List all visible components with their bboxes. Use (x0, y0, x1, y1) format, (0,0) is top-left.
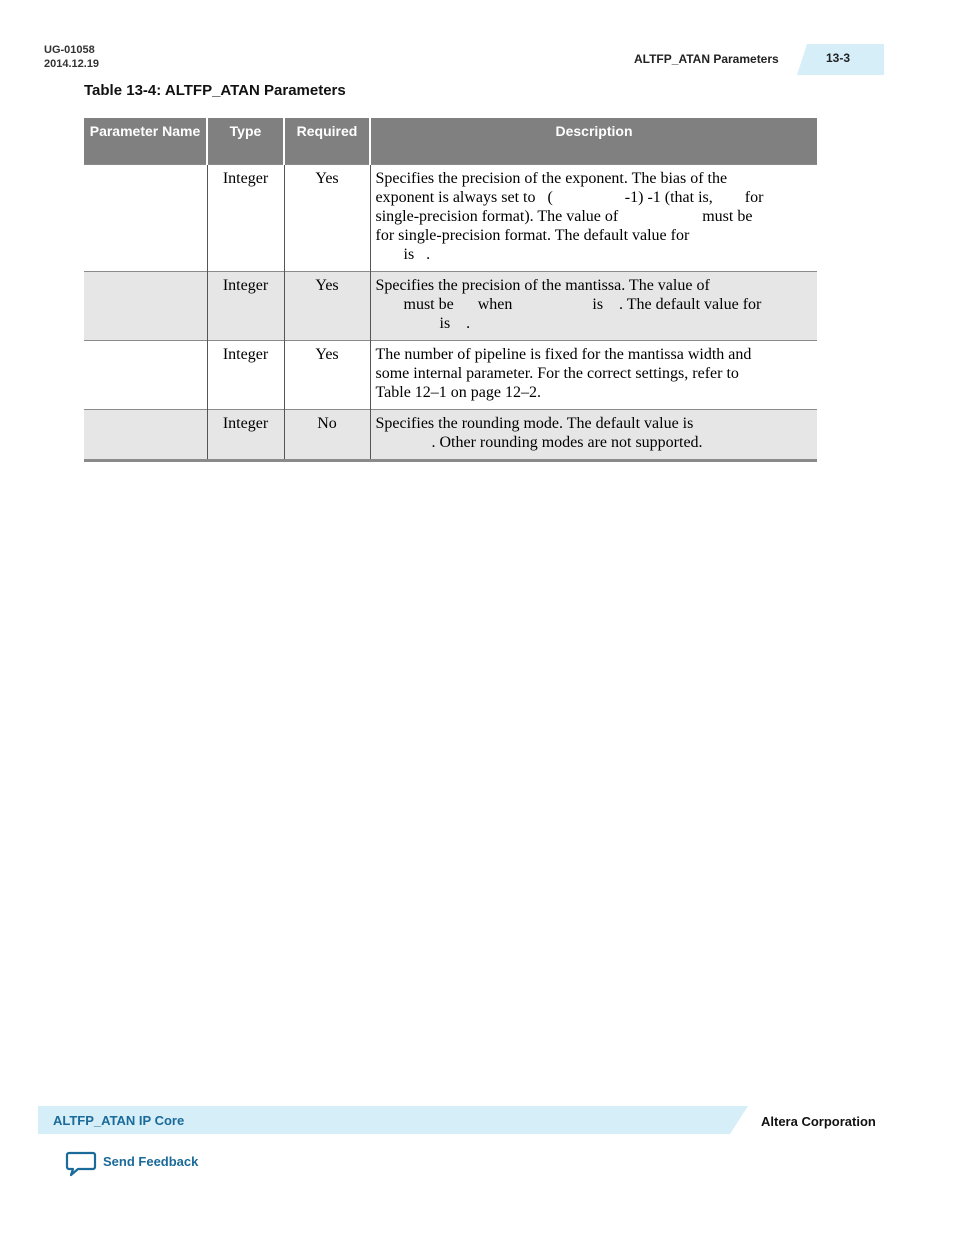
column-header-parameter-name: Parameter Name (84, 118, 207, 165)
page-number: 13-3 (826, 51, 851, 65)
footer-product-link[interactable]: ALTFP_ATAN IP Core (53, 1113, 185, 1128)
type-cell: Integer (207, 410, 284, 461)
parameter-name-cell (84, 410, 207, 461)
description-cell (370, 410, 817, 461)
type-cell: Integer (207, 272, 284, 341)
speech-bubble-icon[interactable] (65, 1150, 97, 1178)
description-line: single-precision format). The value of must be (375, 208, 753, 225)
description-line: Specifies the precision of the exponent. The bias of the (375, 170, 728, 187)
description-line: for single-precision format. The default value for (375, 227, 690, 244)
column-header-type: Type (207, 118, 284, 165)
description-line: some internal parameter. For the correct settings, refer to (375, 365, 739, 382)
description-line: must be when is . The default value for (375, 296, 762, 313)
document-date: 2014.12.19 (44, 58, 100, 70)
document-id (44, 43, 99, 71)
column-header-description: Description (370, 118, 817, 165)
description-cell (370, 165, 817, 272)
description-cell (370, 341, 817, 410)
description-line: exponent is always set to ( -1) -1 (that is, for (375, 189, 764, 206)
description-line: Specifies the precision of the mantissa. The value of (375, 277, 710, 294)
parameter-name-cell (84, 165, 207, 272)
description-line: The number of pipeline is fixed for the mantissa width and (375, 346, 752, 363)
table-row (84, 272, 817, 341)
required-cell: No (284, 410, 370, 461)
description-cell (370, 272, 817, 341)
required-cell: Yes (284, 341, 370, 410)
table-row (84, 341, 817, 410)
footer-company: Altera Corporation (761, 1114, 876, 1129)
type-cell: Integer (207, 341, 284, 410)
table-header-row (84, 118, 817, 165)
parameter-name-cell (84, 341, 207, 410)
description-line: is . (375, 315, 471, 332)
column-header-required: Required (284, 118, 370, 165)
parameters-table (84, 118, 817, 462)
description-line: . Other rounding modes are not supported. (375, 434, 703, 451)
description-line: Specifies the rounding mode. The default value is (375, 415, 694, 432)
table-row (84, 165, 817, 272)
description-line: Table 12–1 on page 12–2. (375, 384, 542, 401)
table-row (84, 410, 817, 461)
type-cell: Integer (207, 165, 284, 272)
required-cell: Yes (284, 272, 370, 341)
section-title: ALTFP_ATAN Parameters (634, 52, 779, 66)
table-caption: Table 13-4: ALTFP_ATAN Parameters (84, 82, 346, 99)
document-number: UG-01058 (44, 44, 95, 56)
description-line: is . (375, 246, 431, 263)
required-cell: Yes (284, 165, 370, 272)
send-feedback-link[interactable]: Send Feedback (103, 1154, 199, 1169)
parameter-name-cell (84, 272, 207, 341)
